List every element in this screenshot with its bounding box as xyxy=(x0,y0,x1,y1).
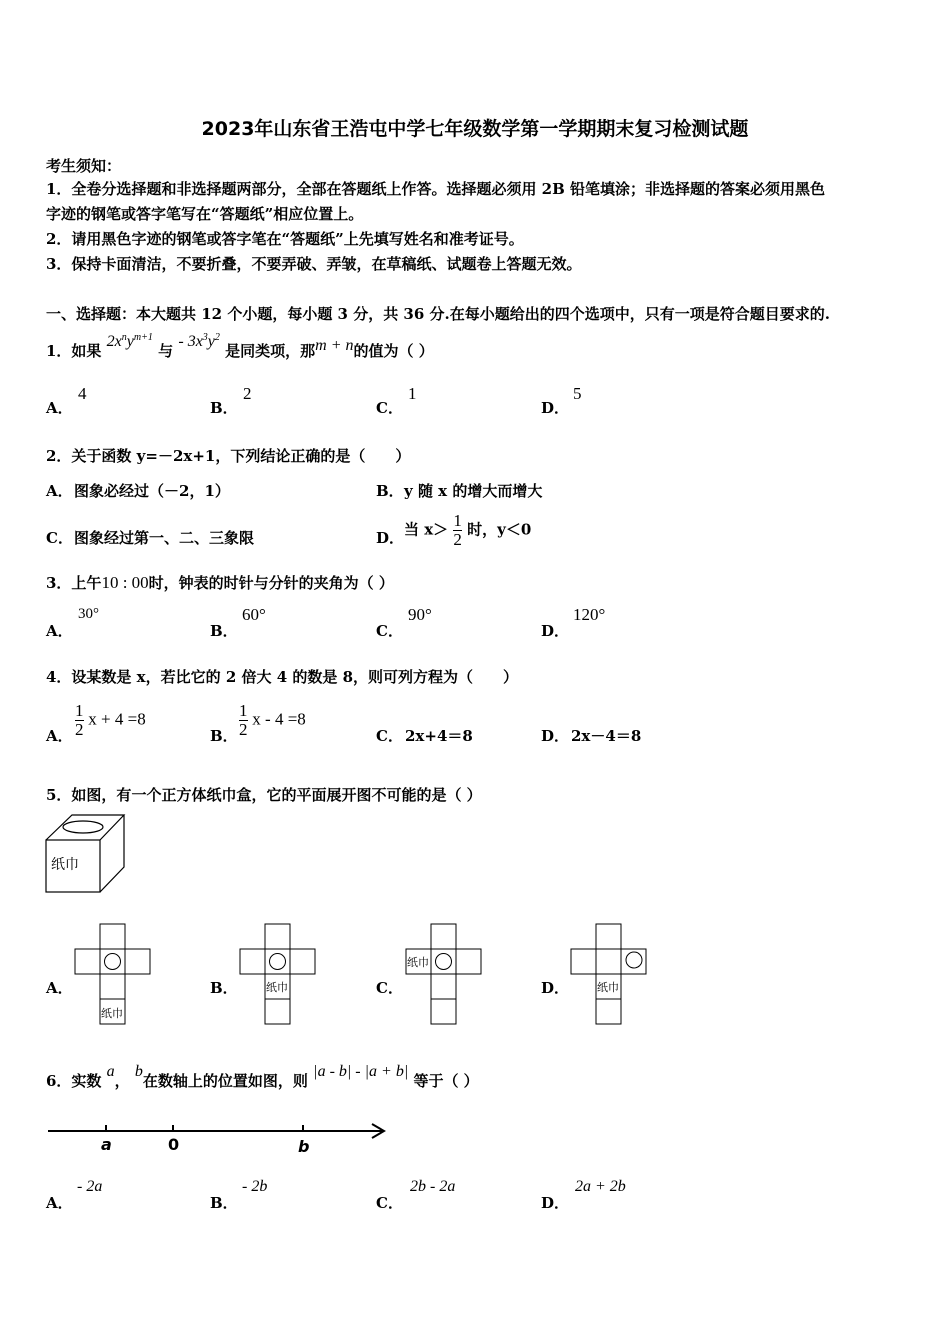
q3-option-a-label: A． xyxy=(46,622,73,640)
q1-option-b: 2 xyxy=(243,384,252,403)
tissue-box-figure xyxy=(44,812,128,894)
q1-term-1: $2x^ny^{m+1}$ xyxy=(106,332,153,350)
q4-option-d: 2x－4＝8 xyxy=(571,727,642,745)
q6-option-a: - 2a xyxy=(77,1178,103,1195)
q5-option-d-label: D． xyxy=(541,979,570,997)
q6-option-d-label: D． xyxy=(541,1194,570,1212)
q1-connector: 与 xyxy=(158,342,174,360)
q5-option-b-label: B． xyxy=(210,979,238,997)
svg-text:纸巾: 纸巾 xyxy=(101,1007,123,1020)
notice-line-3: 3．保持卡面清洁，不要折叠，不要弄破、弄皱，在草稿纸、试题卷上答题无效。 xyxy=(46,255,582,273)
q2-option-d: 当 x＞ $\frac{1}{2}$ 时，y＜0 xyxy=(404,511,532,549)
q3-option-b-label: B． xyxy=(210,622,238,640)
q2-option-c-label: C． xyxy=(46,529,73,547)
q5-option-c-label: C． xyxy=(376,979,403,997)
q5-net-a xyxy=(74,923,154,1025)
q3-option-c-label: C． xyxy=(376,622,403,640)
section-heading: 一、选择题：本大题共 12 个小题，每小题 3 分，共 36 分.在每小题给出的四个选项中，只有一项是符合题目要求的. xyxy=(46,305,830,323)
question-4: 4．设某数是 x，若比它的 2 倍大 4 的数是 8，则可列方程为（ ） xyxy=(46,668,519,686)
q3-option-b: 60° xyxy=(242,605,266,624)
question-1 xyxy=(46,328,434,372)
q1-term-2: - $3x^3y^2$ xyxy=(178,332,220,350)
q1-option-a-label: A． xyxy=(46,399,73,417)
question-5: 5．如图，有一个正方体纸巾盒，它的平面展开图不可能的是（ ） xyxy=(46,786,482,804)
q6-option-d: 2a + 2b xyxy=(575,1178,626,1195)
svg-text:纸巾: 纸巾 xyxy=(407,956,429,969)
q1-option-d: 5 xyxy=(573,384,582,403)
q1-prefix: 1．如果 xyxy=(46,342,102,360)
q1-option-a: 4 xyxy=(78,384,87,403)
q6-option-c-label: C． xyxy=(376,1194,403,1212)
q6-expression: |a - b| - |a + b| xyxy=(313,1063,409,1080)
q1-option-b-label: B． xyxy=(210,399,238,417)
q6-option-b-label: B． xyxy=(210,1194,238,1212)
q1-option-d-label: D． xyxy=(541,399,570,417)
q3-option-c: 90° xyxy=(408,605,432,624)
notice-line-2: 2．请用黑色字迹的钢笔或答字笔在“答题纸”上先填写姓名和准考证号。 xyxy=(46,230,524,248)
q2-option-a: 图象必经过（－2，1） xyxy=(74,482,230,500)
q4-option-b-label: B． xyxy=(210,727,238,745)
q3-option-a: 30° xyxy=(78,606,99,622)
q5-option-a-label: A． xyxy=(46,979,73,997)
q4-option-d-label: D． xyxy=(541,727,570,745)
q3-option-d: 120° xyxy=(573,605,606,624)
notice-line-1a: 1．全卷分选择题和非选择题两部分，全部在答题纸上作答。选择题必须用 2B 铅笔填涂；非选择题的答案必须用黑色 xyxy=(46,180,826,198)
question-2: 2．关于函数 y=－2x+1，下列结论正确的是（ ） xyxy=(46,447,411,465)
question-3: 3．上午10 : 00时，钟表的时针与分针的夹角为（ ） xyxy=(46,573,394,592)
svg-text:纸巾: 纸巾 xyxy=(266,981,288,994)
q5-net-c xyxy=(405,923,485,1025)
question-6: 6．实数 a， b在数轴上的位置如图，则 |a - b| - |a + b| 等于（ ） xyxy=(46,1063,479,1090)
q2-fraction: $\frac{1}{2}$ xyxy=(453,511,462,549)
q2-option-d-label: D． xyxy=(376,529,405,547)
q3-option-d-label: D． xyxy=(541,622,570,640)
q6-var-b: b xyxy=(134,1063,143,1080)
q6-option-a-label: A． xyxy=(46,1194,73,1212)
q2-option-a-label: A． xyxy=(46,482,73,500)
q1-option-c-label: C． xyxy=(376,399,403,417)
axis-label-a: a xyxy=(101,1135,112,1154)
q2-option-b: y 随 x 的增大而增大 xyxy=(404,482,543,500)
q5-net-d xyxy=(570,923,650,1025)
q4-option-a: $\frac{1}{2}$ x + 4 =8 xyxy=(75,701,146,739)
q5-net-b xyxy=(239,923,319,1025)
axis-label-0: 0 xyxy=(168,1135,180,1154)
notice-heading: 考生须知： xyxy=(46,157,122,175)
q2-option-c: 图象经过第一、二、三象限 xyxy=(74,529,255,547)
q4-option-c: 2x+4＝8 xyxy=(405,727,473,745)
q1-text-1: 是同类项，那 xyxy=(225,342,316,360)
q1-expression: m + n xyxy=(315,337,354,354)
page-title: 2023年山东省王浩屯中学七年级数学第一学期期末复习检测试题 xyxy=(201,118,749,140)
tissue-box-label: 纸巾 xyxy=(51,857,79,873)
q6-option-b: - 2b xyxy=(242,1178,268,1195)
q1-option-c: 1 xyxy=(408,384,417,403)
svg-text:纸巾: 纸巾 xyxy=(597,981,619,994)
axis-label-b: b xyxy=(298,1137,310,1156)
number-line-figure xyxy=(46,1116,392,1156)
q6-var-a: a xyxy=(106,1063,115,1080)
q2-option-b-label: B． xyxy=(376,482,404,500)
q6-option-c: 2b - 2a xyxy=(410,1178,456,1195)
q1-text-2: 的值为（ ） xyxy=(353,342,434,360)
q4-option-b: $\frac{1}{2}$ x - 4 =8 xyxy=(239,701,306,739)
notice-line-1b: 字迹的钢笔或答字笔写在“答题纸”相应位置上。 xyxy=(46,205,364,223)
q3-time: 10 : 00 xyxy=(101,573,149,592)
q4-option-c-label: C． xyxy=(376,727,403,745)
q4-option-a-label: A． xyxy=(46,727,73,745)
